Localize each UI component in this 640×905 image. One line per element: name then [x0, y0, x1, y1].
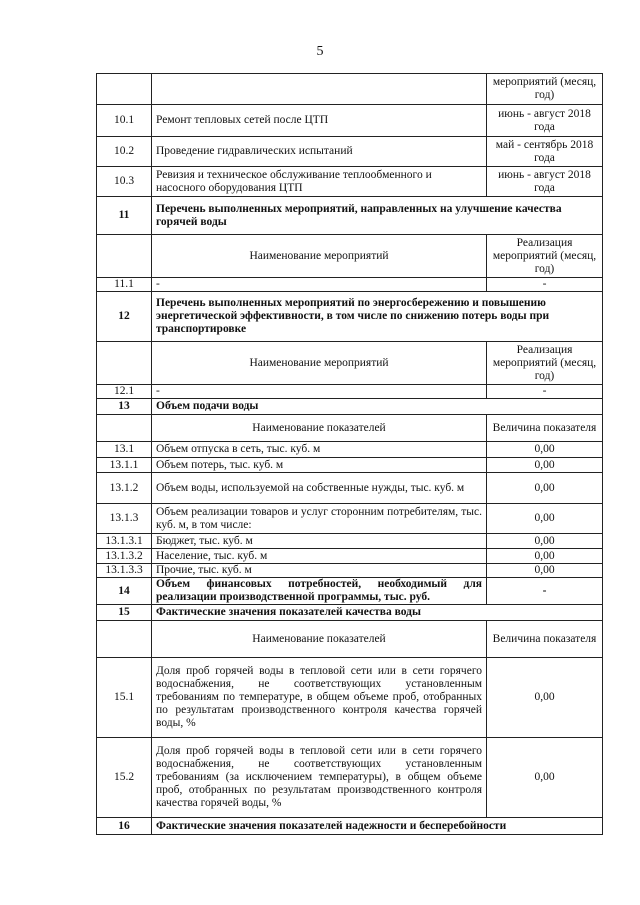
row-name-cell: Прочие, тыс. куб. м — [152, 564, 487, 578]
table-row — [97, 137, 603, 167]
table-row — [97, 342, 603, 385]
row-number-cell: 13.1.2 — [97, 473, 152, 504]
table-row — [97, 818, 603, 835]
subheader-blank-cell — [97, 621, 152, 658]
section-number-cell: 16 — [97, 818, 152, 835]
row-value-cell: 0,00 — [487, 442, 603, 458]
section-title-cell: Объем подачи воды — [152, 399, 603, 415]
row-value-cell: - — [487, 385, 603, 399]
table-row — [97, 605, 603, 621]
row-name-cell: - — [152, 385, 487, 399]
row-value-cell: 0,00 — [487, 564, 603, 578]
row-value-cell: июнь - август 2018 года — [487, 167, 603, 197]
row-number-cell: 10.2 — [97, 137, 152, 167]
table-row — [97, 473, 603, 504]
table-row — [97, 197, 603, 235]
table-row — [97, 74, 603, 105]
row-name-cell: Объем реализации товаров и услуг сторонним потребителям, тыс. куб. м, в том числе: — [152, 504, 487, 534]
subheader-blank-cell — [97, 235, 152, 278]
section-number-cell: 11 — [97, 197, 152, 235]
table-row — [97, 738, 603, 818]
subheader-blank-cell — [97, 415, 152, 442]
subheader-blank-cell — [97, 342, 152, 385]
row-name-cell: Население, тыс. куб. м — [152, 549, 487, 564]
section-number-cell: 15 — [97, 605, 152, 621]
table-row — [97, 658, 603, 738]
section-title-cell: Перечень выполненных мероприятий, направленных на улучшение качества горячей воды — [152, 197, 603, 235]
row-number-cell: 11.1 — [97, 278, 152, 292]
row-number-cell: 13.1.1 — [97, 458, 152, 473]
section-title-cell: Фактические значения показателей надежности и бесперебойности — [152, 818, 603, 835]
subheader-name-cell: Наименование мероприятий — [152, 235, 487, 278]
row-name-cell: Объем финансовых потребностей, необходимый для реализации производственной программы, тыс. руб. — [152, 578, 487, 605]
row-value-cell: 0,00 — [487, 658, 603, 738]
section-title-cell: Фактические значения показателей качества воды — [152, 605, 603, 621]
table-row — [97, 578, 603, 605]
row-number-cell: 13.1.3.3 — [97, 564, 152, 578]
row-number-cell — [97, 74, 152, 105]
row-value-cell: май - сентябрь 2018 года — [487, 137, 603, 167]
subheader-value-cell: Величина показателя — [487, 621, 603, 658]
row-name-cell: Доля проб горячей воды в тепловой сети или в сети горячего водоснабжения, не соответствующих установленным требованиям по температуре, в общем объеме проб, отобранных по результатам производственного контроля качества горячей воды, % — [152, 658, 487, 738]
row-number-cell: 14 — [97, 578, 152, 605]
row-number-cell: 13.1.3.1 — [97, 534, 152, 549]
row-value-cell: 0,00 — [487, 473, 603, 504]
row-number-cell: 13.1.3.2 — [97, 549, 152, 564]
table-row — [97, 235, 603, 278]
table-row — [97, 534, 603, 549]
row-value-cell: - — [487, 578, 603, 605]
table-row — [97, 105, 603, 137]
row-name-cell: Доля проб горячей воды в тепловой сети или в сети горячего водоснабжения, не соответствующих установленным требованиям (за исключением температуры), в общем объеме проб, отобранных по результатам производственного контроля качества горячей воды, % — [152, 738, 487, 818]
row-number-cell: 10.1 — [97, 105, 152, 137]
row-number-cell: 10.3 — [97, 167, 152, 197]
table-row — [97, 504, 603, 534]
table-row — [97, 278, 603, 292]
table-row — [97, 442, 603, 458]
row-name-cell: Объем потерь, тыс. куб. м — [152, 458, 487, 473]
row-value-cell: 0,00 — [487, 549, 603, 564]
row-value-cell: 0,00 — [487, 534, 603, 549]
subheader-name-cell: Наименование показателей — [152, 415, 487, 442]
page-number: 5 — [316, 44, 324, 59]
row-value-cell: 0,00 — [487, 458, 603, 473]
table-row — [97, 549, 603, 564]
table-row — [97, 458, 603, 473]
row-value-cell: 0,00 — [487, 504, 603, 534]
table-row — [97, 385, 603, 399]
row-name-cell: Бюджет, тыс. куб. м — [152, 534, 487, 549]
subheader-value-cell: Величина показателя — [487, 415, 603, 442]
row-number-cell: 15.2 — [97, 738, 152, 818]
row-name-cell: - — [152, 278, 487, 292]
table-row — [97, 167, 603, 197]
row-name-cell: Ревизия и техническое обслуживание теплообменного и насосного оборудования ЦТП — [152, 167, 487, 197]
subheader-name-cell: Наименование показателей — [152, 621, 487, 658]
row-number-cell: 15.1 — [97, 658, 152, 738]
row-name-cell: Ремонт тепловых сетей после ЦТП — [152, 105, 487, 137]
table-row — [97, 621, 603, 658]
row-name-cell — [152, 74, 487, 105]
row-name-cell: Проведение гидравлических испытаний — [152, 137, 487, 167]
row-value-cell: - — [487, 278, 603, 292]
row-name-cell: Объем воды, используемой на собственные нужды, тыс. куб. м — [152, 473, 487, 504]
subheader-name-cell: Наименование мероприятий — [152, 342, 487, 385]
table-row — [97, 399, 603, 415]
section-number-cell: 13 — [97, 399, 152, 415]
row-number-cell: 12.1 — [97, 385, 152, 399]
subheader-value-cell: Реализация мероприятий (месяц, год) — [487, 235, 603, 278]
table-row — [97, 292, 603, 342]
row-number-cell: 13.1 — [97, 442, 152, 458]
subheader-value-cell: Реализация мероприятий (месяц, год) — [487, 342, 603, 385]
section-number-cell: 12 — [97, 292, 152, 342]
row-value-cell: июнь - август 2018 года — [487, 105, 603, 137]
row-name-cell: Объем отпуска в сеть, тыс. куб. м — [152, 442, 487, 458]
row-number-cell: 13.1.3 — [97, 504, 152, 534]
section-title-cell: Перечень выполненных мероприятий по энергосбережению и повышению энергетической эффективности, в том числе по снижению потерь воды при транспортировке — [152, 292, 603, 342]
row-value-cell: 0,00 — [487, 738, 603, 818]
program-table — [96, 73, 603, 835]
table-row — [97, 415, 603, 442]
row-value-cell: мероприятий (месяц, год) — [487, 74, 603, 105]
table-row — [97, 564, 603, 578]
